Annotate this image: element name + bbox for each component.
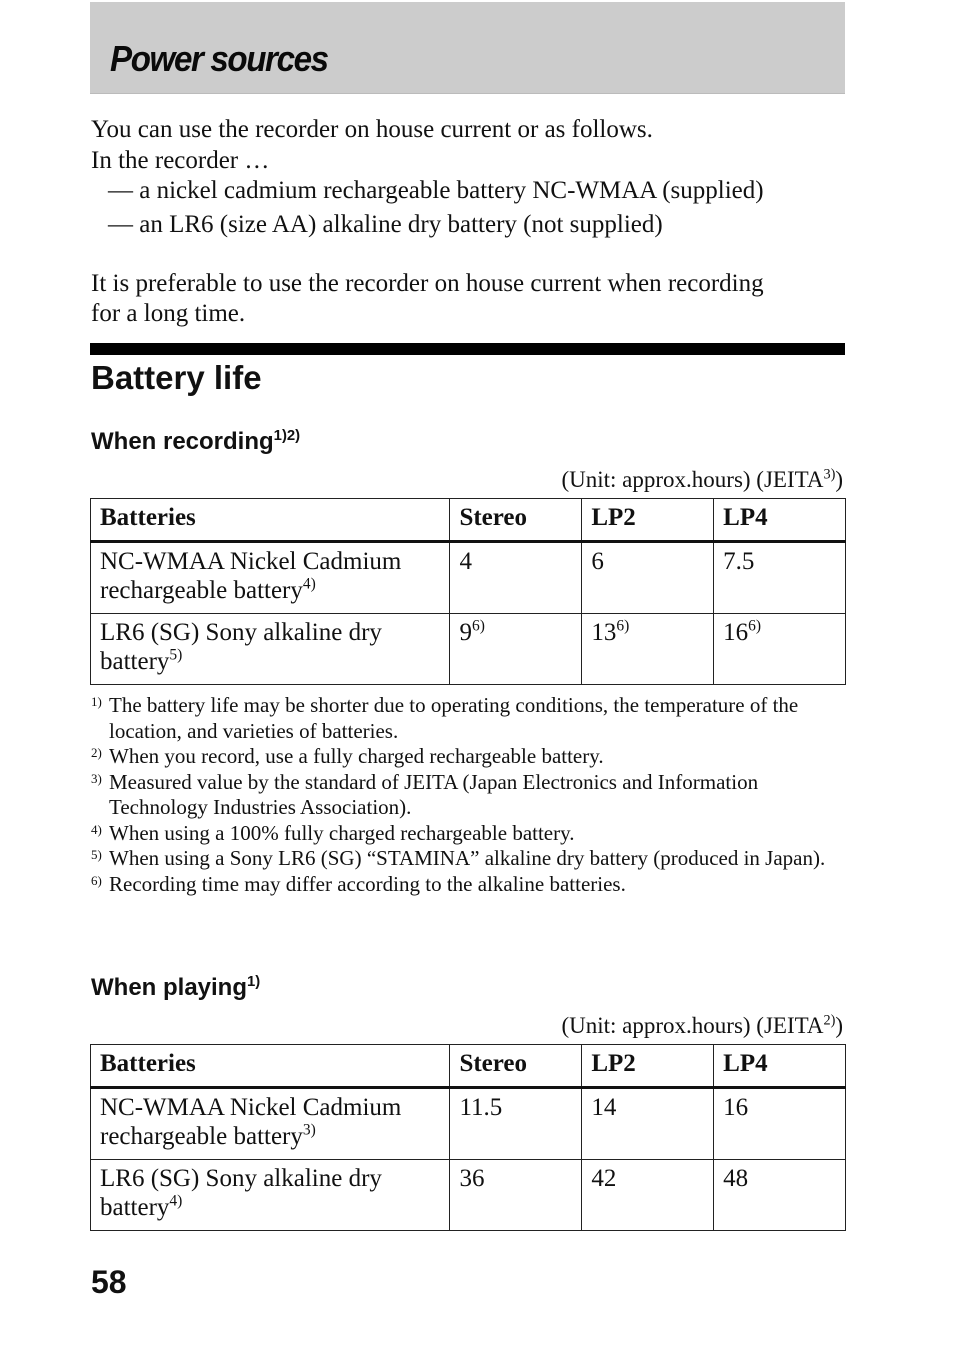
footnote-mark: 6) (91, 872, 102, 888)
footnote-text: Recording time may differ according to the alkaline batteries. (109, 871, 626, 896)
playing-title-text: When playing (91, 974, 247, 1001)
footnote-text: When using a 100% fully charged rechargeable battery. (109, 820, 575, 845)
battery-name-line-2: rechargeable battery (100, 1123, 303, 1150)
playing-unit-text: (Unit: approx.hours) (JEITA (561, 1013, 824, 1038)
footnote-mark: 1) (91, 694, 102, 709)
footnote-text: When you record, use a fully charged rechargeable battery. (109, 744, 604, 768)
column-header-batteries: Batteries (91, 1045, 450, 1088)
stereo-cell (450, 614, 582, 685)
column-header-batteries: Batteries (91, 499, 450, 542)
battery-footnote: 3) (302, 1121, 316, 1139)
header-band (90, 2, 845, 94)
lp4-value: 16 (723, 619, 749, 646)
footnote (91, 744, 851, 770)
stereo-cell: 11.5 (450, 1088, 582, 1160)
recording-unit-label (561, 466, 843, 494)
footnote (91, 693, 851, 744)
playing-title (91, 973, 260, 1003)
intro-line-2: In the recorder … (91, 147, 270, 174)
lp2-cell (582, 542, 714, 614)
preference-line-2: for a long time. (91, 300, 246, 327)
battery-name-line-2: battery (100, 1194, 170, 1221)
stereo-cell (450, 542, 582, 614)
playing-unit-label (561, 1012, 843, 1040)
recording-title (91, 427, 300, 457)
page-number: 58 (91, 1264, 127, 1300)
battery-name-line-1: LR6 (SG) Sony alkaline dry (100, 619, 382, 646)
table-row (91, 1088, 846, 1160)
battery-name-line-1: NC-WMAA Nickel Cadmium (100, 1094, 402, 1121)
column-header-lp2: LP2 (582, 1045, 714, 1088)
playing-table (90, 1044, 846, 1231)
footnote-mark: 4) (91, 821, 102, 837)
intro-line-1: You can use the recorder on house current or as follows. (91, 116, 653, 143)
lp2-value: 13 (591, 619, 617, 646)
playing-title-footnote: 1) (247, 974, 261, 990)
footnote (91, 821, 851, 847)
battery-cell (91, 542, 450, 614)
recording-footnotes (91, 693, 851, 897)
column-header-stereo: Stereo (450, 1045, 582, 1088)
recording-title-text: When recording (91, 428, 274, 455)
column-header-lp4: LP4 (714, 499, 846, 542)
recording-table (90, 498, 846, 685)
lp2-footnote: 6) (616, 617, 630, 635)
battery-footnote: 4) (302, 575, 316, 593)
footnote-text: When using a Sony LR6 (SG) “STAMINA” alkaline dry battery (produced in Japan). (109, 846, 826, 870)
lp4-cell (714, 614, 846, 685)
lp4-cell: 16 (714, 1088, 846, 1160)
battery-footnote: 5) (169, 646, 183, 664)
battery-name-line-1: NC-WMAA Nickel Cadmium (100, 548, 402, 575)
battery-cell (91, 1160, 450, 1231)
lp2-cell: 42 (582, 1160, 714, 1231)
stereo-value: 9 (459, 619, 472, 646)
table-header-row (91, 1045, 846, 1088)
table-header-row (91, 499, 846, 542)
section-title: Battery life (91, 359, 262, 396)
footnote (91, 872, 851, 898)
lp2-value: 6 (591, 548, 604, 575)
intro-item-1: — a nickel cadmium rechargeable battery NC-WMAA (supplied) (108, 177, 764, 204)
battery-cell (91, 614, 450, 685)
footnote-mark: 3) (91, 770, 102, 786)
stereo-cell: 36 (450, 1160, 582, 1231)
recording-unit-text: (Unit: approx.hours) (JEITA (561, 467, 824, 492)
battery-name-line-1: LR6 (SG) Sony alkaline dry (100, 1165, 382, 1192)
battery-name-line-2: battery (100, 648, 170, 675)
column-header-lp4: LP4 (714, 1045, 846, 1088)
footnote (91, 770, 851, 821)
lp4-footnote: 6) (748, 617, 762, 635)
recording-unit-footnote: 3) (823, 466, 836, 483)
table-row (91, 614, 846, 685)
page-title: Power sources (110, 38, 328, 79)
footnote-text: Measured value by the standard of JEITA (Japan Electronics and Information Technology Industries Association). (109, 769, 759, 819)
section-rule (90, 343, 845, 355)
table-row (91, 542, 846, 614)
battery-name-line-2: rechargeable battery (100, 577, 303, 604)
lp4-cell (714, 542, 846, 614)
lp2-cell: 14 (582, 1088, 714, 1160)
table-row (91, 1160, 846, 1231)
battery-footnote: 4) (169, 1192, 183, 1210)
column-header-stereo: Stereo (450, 499, 582, 542)
footnote (91, 846, 851, 872)
footnote-mark: 2) (91, 745, 102, 760)
playing-unit-footnote: 2) (823, 1012, 836, 1029)
recording-title-footnote: 1)2) (273, 428, 301, 444)
stereo-value: 4 (459, 548, 472, 575)
column-header-lp2: LP2 (582, 499, 714, 542)
preference-line-1: It is preferable to use the recorder on house current when recording (91, 270, 764, 297)
lp4-cell: 48 (714, 1160, 846, 1231)
lp4-value: 7.5 (723, 548, 755, 575)
footnote-mark: 5) (91, 847, 102, 862)
recording-unit-close: ) (835, 467, 843, 492)
lp2-cell (582, 614, 714, 685)
battery-cell (91, 1088, 450, 1160)
stereo-footnote: 6) (471, 617, 485, 635)
footnote-text: The battery life may be shorter due to operating conditions, the temperature of the location, and varieties of batteries. (109, 693, 799, 743)
intro-item-2: — an LR6 (size AA) alkaline dry battery (not supplied) (108, 211, 663, 238)
playing-unit-close: ) (835, 1013, 843, 1038)
